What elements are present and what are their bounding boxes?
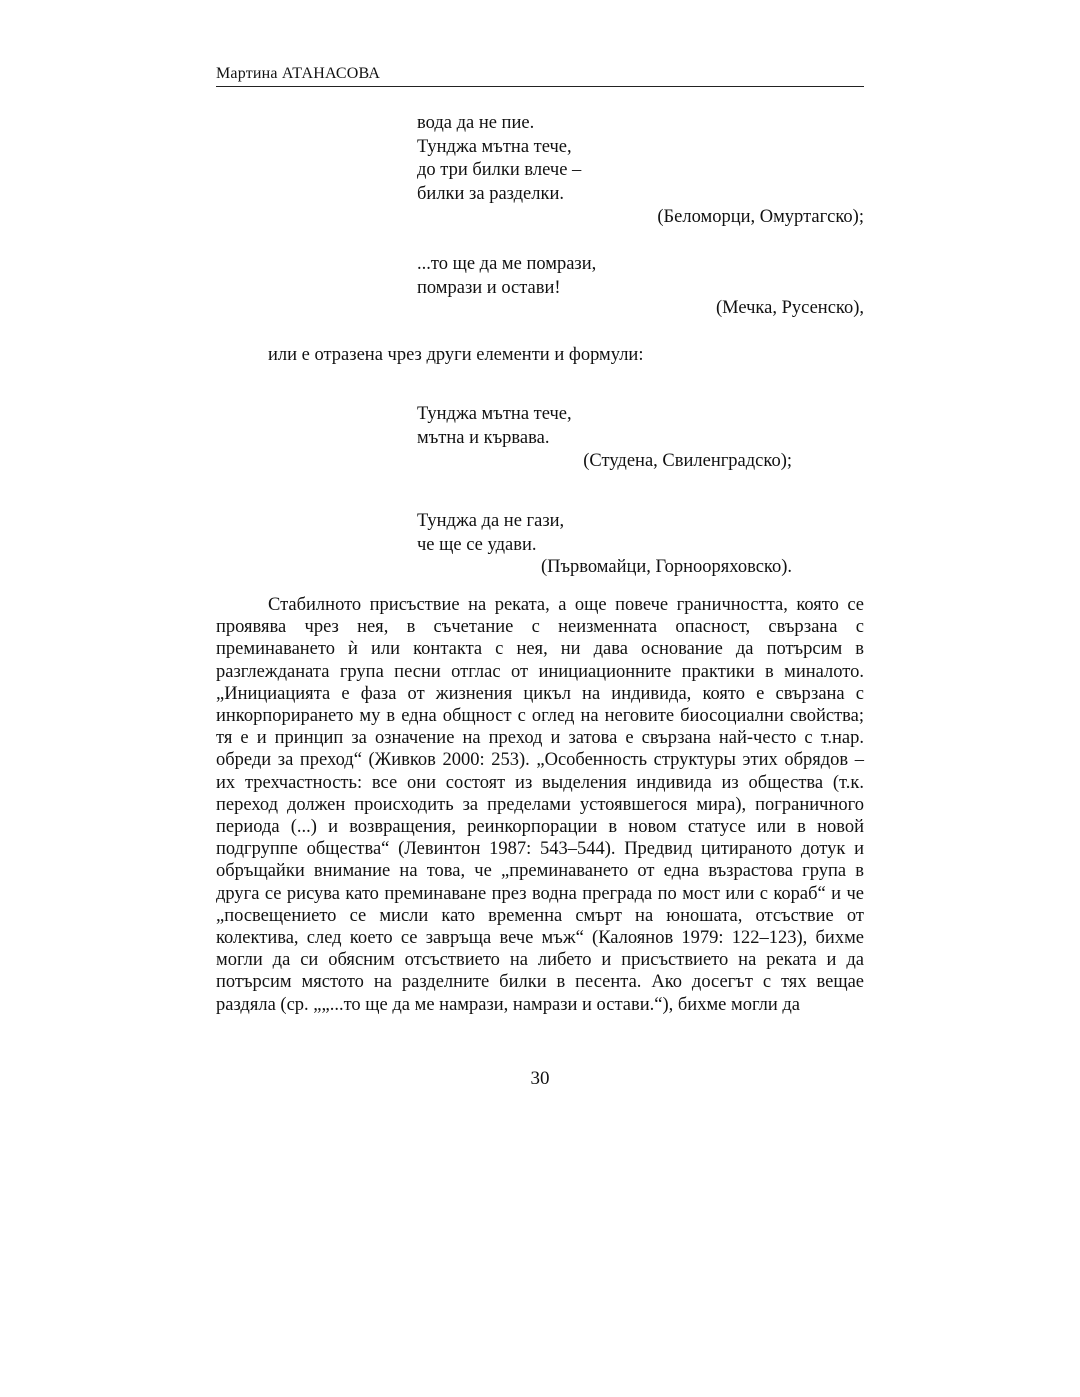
verse-block [417, 403, 572, 450]
verse-line: до три билки влече – [417, 160, 582, 180]
verse-line: Тунджа да не гази, [417, 511, 565, 531]
verse-line: билки за разделки. [417, 183, 565, 204]
verse-line: че ще се удави. [417, 534, 537, 555]
verse-line: вода да не пие. [417, 113, 535, 133]
verse-source: (Първомайци, Горнооряховско). [540, 557, 792, 577]
verse-line: Тунджа мътна тече, [417, 404, 572, 424]
intro-line: или е отразена чрез други елементи и формули: [268, 345, 644, 365]
verse-source: (Студена, Свиленградско); [583, 451, 792, 471]
verse-line: ...то ще да ме помрази, [417, 254, 597, 274]
page-number: 30 [530, 1068, 550, 1089]
running-header [216, 64, 864, 87]
verse-block [417, 112, 581, 206]
verse-line: мътна и кървава. [417, 427, 550, 448]
verse-source: (Мечка, Русенско), [716, 298, 864, 318]
verse-line: Тунджа мътна тече, [417, 136, 572, 157]
verse-block [417, 510, 564, 557]
header-author: Мартина АТАНАСОВА [216, 65, 381, 82]
verse-block [417, 253, 596, 300]
body-paragraph: Стабилното присъствие на реката, а още повече граничността, която се проявява чрез нея, в съчетание с неизменната опасност, свързана с преминаването ѝ или контакта с нея, ни дава основание да потърсим в разглежданата група песни отглас от инициационните практики в миналото. „Инициацията е фаза от жизнения цикъл на индивида, която е свързана с инкорпорирането му в една общност с оглед на неговите биосоциални свойства; тя е и принцип за означение на преход и затова е свързана най-често с т.нар. обреди за преход“ (Живков 2000: 253). „Особенность структуры этих обрядов – их трехчастность: все они состоят из выделения индивида из общества (т.к. переход должен происходить за пределами устоявшегося мира), пограничного периода (...) и возвращения, реинкорпорации в новом статусе или в новой подгруппе общества“ (Левинтон 1987: 543–544). Предвид цитираното дотук и обръщайки внимание на това, че „преминаването от една възрастова група в друга се рисува като преминаване през водна преграда по мост или с кораб“ и че „посвещението се мисли като временна смърт на юношата, отсъствие от колектива, след което се завръща вече мъж“ (Калоянов 1979: 122–123), бихме могли да си обясним отсъствието на либето и присъствието на реката и да потърсим мястото на разделните билки в песента. Ако досегът с тях вещае раздяла (ср. „„...то ще да ме намрази, намрази и остави.“), бихме могли да [216, 595, 864, 1015]
verse-source: (Беломорци, Омуртагско); [657, 207, 864, 227]
verse-line: помрази и остави! [417, 277, 561, 298]
